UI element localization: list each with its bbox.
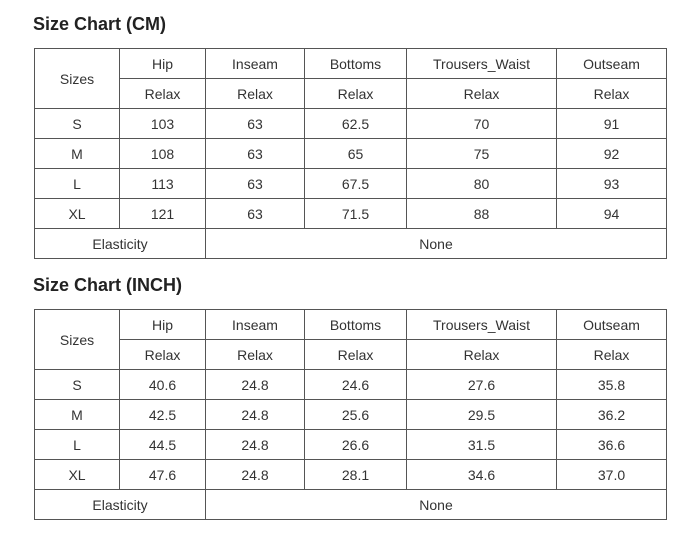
value-cell: 24.8 [206, 430, 305, 460]
value-cell: 80 [407, 169, 557, 199]
table-row [35, 400, 667, 430]
column-header: Bottoms [305, 310, 407, 340]
value-cell: 63 [206, 199, 305, 229]
fit-header: Relax [206, 79, 305, 109]
size-cell: L [35, 430, 120, 460]
size-cell: M [35, 139, 120, 169]
value-cell: 36.2 [557, 400, 667, 430]
size-chart-inch-table [34, 309, 667, 520]
size-cell: L [35, 169, 120, 199]
fit-header: Relax [120, 340, 206, 370]
table-row [35, 169, 667, 199]
size-cell: M [35, 400, 120, 430]
column-header: Hip [120, 310, 206, 340]
value-cell: 25.6 [305, 400, 407, 430]
table-row [35, 199, 667, 229]
fit-header: Relax [407, 340, 557, 370]
value-cell: 70 [407, 109, 557, 139]
value-cell: 65 [305, 139, 407, 169]
sizes-header: Sizes [35, 49, 120, 109]
fit-header: Relax [557, 340, 667, 370]
header-row [35, 49, 667, 79]
size-cell: XL [35, 199, 120, 229]
value-cell: 108 [120, 139, 206, 169]
column-header: Trousers_Waist [407, 49, 557, 79]
value-cell: 37.0 [557, 460, 667, 490]
value-cell: 42.5 [120, 400, 206, 430]
elasticity-row [35, 490, 667, 520]
value-cell: 28.1 [305, 460, 407, 490]
value-cell: 93 [557, 169, 667, 199]
size-chart-inch-title: Size Chart (INCH) [33, 275, 183, 295]
size-chart-cm-table [34, 48, 667, 259]
elasticity-value: None [206, 229, 667, 259]
column-header: Hip [120, 49, 206, 79]
value-cell: 103 [120, 109, 206, 139]
table-row [35, 109, 667, 139]
size-chart-cm-title: Size Chart (CM) [33, 14, 167, 34]
elasticity-label: Elasticity [35, 490, 206, 520]
value-cell: 24.8 [206, 400, 305, 430]
value-cell: 27.6 [407, 370, 557, 400]
value-cell: 113 [120, 169, 206, 199]
value-cell: 121 [120, 199, 206, 229]
value-cell: 29.5 [407, 400, 557, 430]
value-cell: 26.6 [305, 430, 407, 460]
value-cell: 40.6 [120, 370, 206, 400]
size-cell: S [35, 109, 120, 139]
table-row [35, 460, 667, 490]
value-cell: 24.8 [206, 460, 305, 490]
header-row [35, 310, 667, 340]
value-cell: 24.6 [305, 370, 407, 400]
fit-header: Relax [557, 79, 667, 109]
value-cell: 62.5 [305, 109, 407, 139]
elasticity-label: Elasticity [35, 229, 206, 259]
value-cell: 67.5 [305, 169, 407, 199]
value-cell: 63 [206, 139, 305, 169]
elasticity-row [35, 229, 667, 259]
fit-header: Relax [120, 79, 206, 109]
value-cell: 63 [206, 109, 305, 139]
size-cell: XL [35, 460, 120, 490]
table-row [35, 430, 667, 460]
fit-row [35, 79, 667, 109]
value-cell: 47.6 [120, 460, 206, 490]
value-cell: 34.6 [407, 460, 557, 490]
sizes-header: Sizes [35, 310, 120, 370]
column-header: Inseam [206, 49, 305, 79]
value-cell: 71.5 [305, 199, 407, 229]
size-cell: S [35, 370, 120, 400]
value-cell: 94 [557, 199, 667, 229]
table-row [35, 370, 667, 400]
value-cell: 35.8 [557, 370, 667, 400]
value-cell: 88 [407, 199, 557, 229]
value-cell: 36.6 [557, 430, 667, 460]
elasticity-value: None [206, 490, 667, 520]
column-header: Outseam [557, 49, 667, 79]
value-cell: 75 [407, 139, 557, 169]
fit-header: Relax [206, 340, 305, 370]
table-row [35, 139, 667, 169]
fit-header: Relax [305, 79, 407, 109]
fit-header: Relax [305, 340, 407, 370]
value-cell: 92 [557, 139, 667, 169]
column-header: Bottoms [305, 49, 407, 79]
column-header: Trousers_Waist [407, 310, 557, 340]
fit-row [35, 340, 667, 370]
value-cell: 91 [557, 109, 667, 139]
value-cell: 44.5 [120, 430, 206, 460]
column-header: Inseam [206, 310, 305, 340]
value-cell: 31.5 [407, 430, 557, 460]
column-header: Outseam [557, 310, 667, 340]
value-cell: 63 [206, 169, 305, 199]
value-cell: 24.8 [206, 370, 305, 400]
fit-header: Relax [407, 79, 557, 109]
